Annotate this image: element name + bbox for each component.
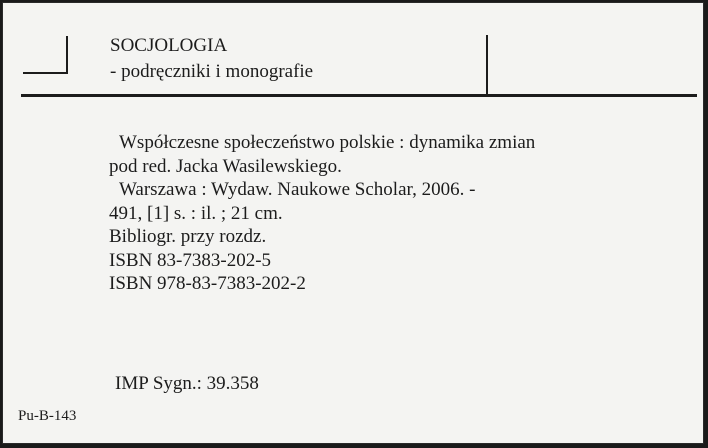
shelfmark: IMP Sygn.: 39.358: [115, 373, 259, 394]
header-vertical-rule: [486, 35, 488, 97]
corner-mark-horizontal: [23, 72, 68, 74]
series-title: SOCJOLOGIA: [110, 35, 228, 56]
series-heading: [110, 33, 313, 85]
catalog-card: [2, 2, 704, 444]
entry-isbn13-line: ISBN 978-83-7383-202-2: [109, 273, 306, 294]
entry-isbn-line: ISBN 83-7383-202-5: [109, 249, 272, 271]
corner-mark-vertical: [66, 36, 68, 74]
card-code: Pu-B-143: [18, 408, 77, 424]
entry-note-line: Bibliogr. przy rozdz.: [109, 226, 267, 247]
entry-publication-line: Warszawa : Wydaw. Naukowe Scholar, 2006. -: [119, 179, 476, 200]
header-horizontal-rule: [21, 94, 697, 97]
bibliographic-entry: [109, 131, 535, 296]
entry-extent-line: 491, [1] s. : il. ; 21 cm.: [109, 202, 283, 224]
entry-title-line: Współczesne społeczeństwo polskie : dynamika zmian: [119, 132, 536, 153]
entry-responsibility-line: pod red. Jacka Wasilewskiego.: [109, 155, 342, 177]
series-subtitle: - podręczniki i monografie: [110, 61, 314, 82]
